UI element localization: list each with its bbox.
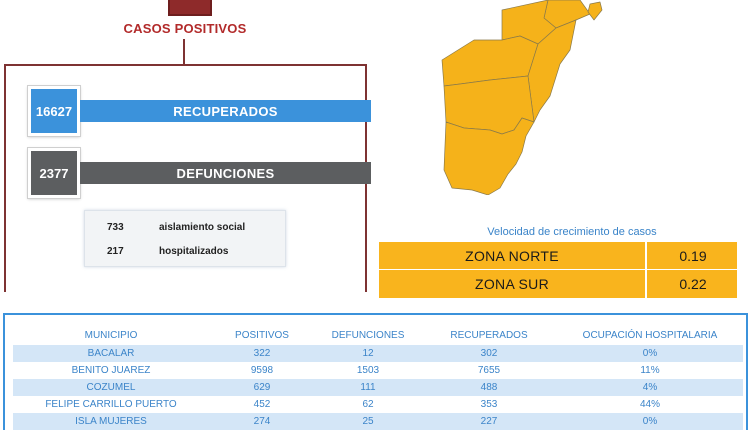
cell-positivos: 322 (253, 348, 271, 359)
cell-defunciones: 1503 (356, 365, 380, 376)
recuperados-count: 16627 (28, 86, 80, 136)
aislamiento-label: aislamiento social (159, 222, 246, 233)
cell-ocupacion: 4% (642, 382, 658, 393)
cell-defunciones: 111 (360, 382, 376, 393)
quintana-roo-map (430, 0, 610, 195)
table-row (13, 413, 743, 430)
cell-positivos: 452 (253, 399, 271, 410)
municipios-table (3, 313, 748, 430)
info-row-hospitalizados (85, 243, 287, 263)
table-row (13, 396, 743, 413)
map-regions (442, 0, 602, 195)
zona-sur-row (379, 270, 737, 298)
velocidad-title: Velocidad de crecimiento de casos (487, 226, 657, 238)
table-row (13, 379, 743, 396)
table-row (13, 345, 743, 362)
hospitalizados-count: 217 (107, 246, 124, 257)
cell-recuperados: 7655 (477, 365, 501, 376)
header-ocupacion: OCUPACIÓN HOSPITALARIA (582, 330, 718, 341)
cell-recuperados: 353 (480, 399, 498, 410)
cell-municipio: ISLA MUJERES (75, 416, 147, 427)
cell-municipio: BENITO JUAREZ (71, 365, 151, 376)
cell-positivos: 629 (253, 382, 271, 393)
cell-ocupacion: 0% (642, 416, 658, 427)
cell-recuperados: 302 (480, 348, 498, 359)
cell-positivos: 9598 (250, 365, 274, 376)
cell-defunciones: 25 (362, 416, 374, 427)
zona-sur-value: 0.22 (679, 276, 707, 292)
table-row (13, 362, 743, 379)
defunciones-label: DEFUNCIONES (80, 162, 371, 184)
info-row-aislamiento (85, 219, 287, 239)
connector-line (183, 39, 185, 64)
recuperados-label: RECUPERADOS (80, 100, 371, 122)
total-cases-box (168, 0, 212, 16)
header-recuperados: RECUPERADOS (450, 330, 528, 341)
status-info-box (84, 210, 286, 267)
cell-recuperados: 227 (480, 416, 498, 427)
cell-defunciones: 12 (362, 348, 374, 359)
cell-municipio: COZUMEL (86, 382, 136, 393)
cell-ocupacion: 0% (642, 348, 658, 359)
zona-sur-label: ZONA SUR (379, 270, 647, 298)
cell-ocupacion: 44% (639, 399, 660, 410)
header-defunciones: DEFUNCIONES (331, 330, 405, 341)
aislamiento-count: 733 (107, 222, 124, 233)
cell-ocupacion: 11% (640, 365, 660, 376)
cell-defunciones: 62 (362, 399, 374, 410)
zona-norte-value: 0.19 (679, 248, 707, 264)
map-region-island-cozumel (588, 2, 602, 20)
cell-municipio: FELIPE CARRILLO PUERTO (45, 399, 177, 410)
header-municipio: MUNICIPIO (84, 330, 138, 341)
hospitalizados-label: hospitalizados (159, 246, 229, 257)
zona-norte-row (379, 242, 737, 270)
table-header (5, 315, 746, 345)
header-positivos: POSITIVOS (235, 330, 289, 341)
cell-municipio: BACALAR (87, 348, 135, 359)
zona-norte-label: ZONA NORTE (379, 242, 647, 270)
casos-positivos-title: CASOS POSITIVOS (123, 21, 247, 36)
cell-positivos: 274 (253, 416, 271, 427)
cell-recuperados: 488 (480, 382, 498, 393)
defunciones-count: 2377 (28, 148, 80, 198)
